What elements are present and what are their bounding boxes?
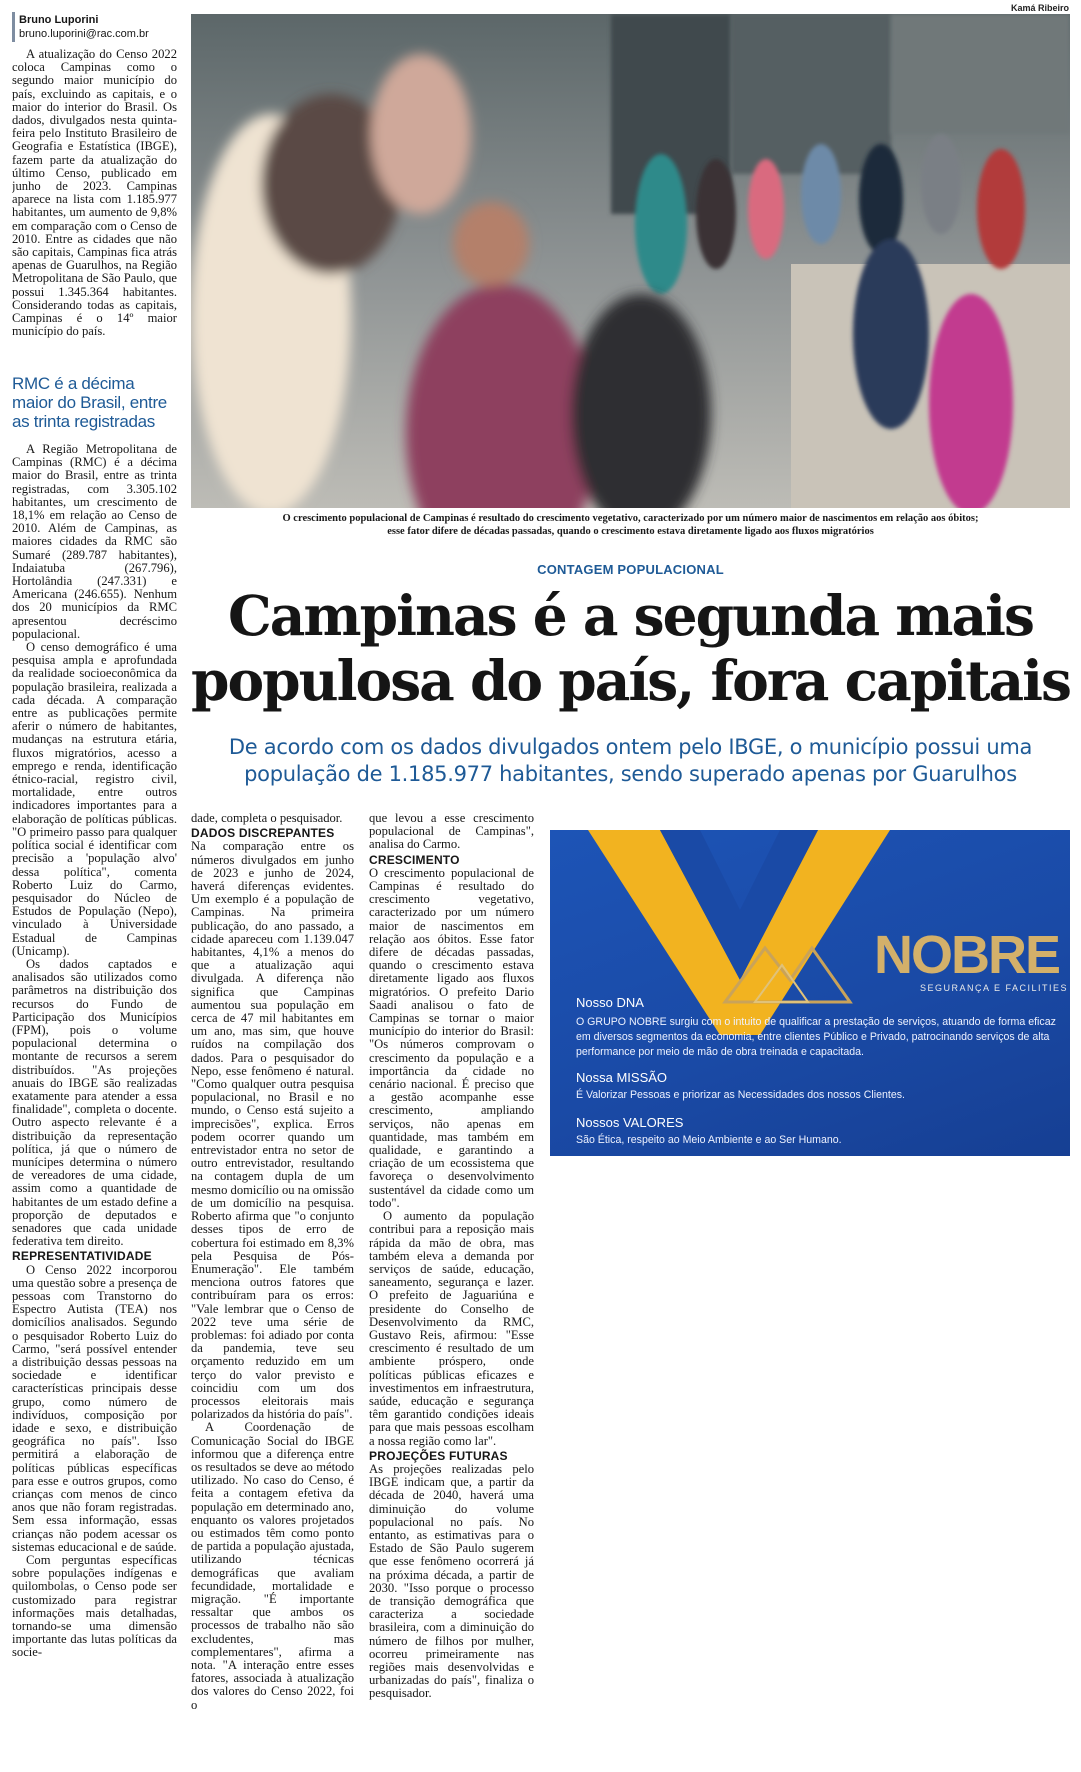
ad-dna-title: Nosso DNA bbox=[576, 995, 644, 1010]
deck-line: De acordo com os dados divulgados ontem pelo IBGE, o município possui uma bbox=[228, 735, 1033, 759]
street-scene-illustration bbox=[191, 14, 1070, 508]
column-1-intro bbox=[12, 48, 177, 366]
column-1-body bbox=[12, 443, 177, 1763]
subhead-crescimento: CRESCIMENTO bbox=[369, 852, 460, 867]
side-headline: RMC é a décima maior do Brasil, entre as trinta registradas bbox=[12, 374, 167, 431]
kicker: CONTAGEM POPULACIONAL bbox=[537, 562, 724, 577]
paragraph: que levou a esse crescimento populacional de Campinas", analisa do Carmo. bbox=[369, 812, 534, 852]
nobre-advertisement[interactable] bbox=[550, 830, 1070, 1156]
headline-line: Campinas é a segunda mais bbox=[228, 583, 1033, 648]
paragraph: A Região Metropolitana de Campinas (RMC) é a décima maior do Brasil, entre as trinta registradas, com 3.305.102 habitantes, um crescimento de 18,1% em relação ao Censo de 2010. Além de Campinas, as maiores cidades da RMC são Sumaré (289.787 habitantes), Indaiatuba (267.796), Hortolândia (247.331) e Americana (246.655). Nenhum dos 20 municípios da RMC apresentou decréscimo populacional. bbox=[12, 443, 177, 641]
ad-chevron-graphic bbox=[550, 830, 1070, 1156]
paragraph: As projeções realizadas pelo IBGE indicam que, a partir da década de 2040, haverá uma diminuição do volume populacional no país. No entanto, as estimativas para o Estado de São Paulo sugerem que esse fenômeno ocorrerá já na próxima década, a partir de 2030. "Isso porque o processo de transição demográfica que caracteriza a sociedade brasileira, com a diminuição do número de filhos por mulher, ocorreu primeiramente nas regiões mais desenvolvidas e urbanizadas do país", finaliza o pesquisador. bbox=[369, 1461, 534, 1701]
paragraph: A atualização do Censo 2022 coloca Campinas como o segundo maior município do país, excluindo as capitais, e o maior do interior do Brasil. Os dados, divulgados nesta quinta-feira pelo Instituto Brasileiro de Geografia e Estatística (IBGE), fazem parte da atualização do último Censo, publicado em junho de 2023. Campinas aparece na lista com 1.185.977 habitantes, um aumento de 9,8% em comparação com o Censo de 2010. Entre as cidades que não são capitais, Campinas fica atrás apenas de Guarulhos, na Região Metropolitana de São Paulo, que possui 1.345.364 habitantes. Considerando todas as capitais, Campinas é o 14º maior município do país. bbox=[12, 48, 177, 339]
paragraph: O crescimento populacional de Campinas é resultado do crescimento vegetativo, caracterizado por um número maior de nascimentos em relação aos óbitos. Esse fator difere de décadas passadas, quando o crescimento estava diretamente ligado aos fluxos migratórios. O prefeito Dario Saadi analisou o fato de Campinas se tornar o maior município do interior do Brasil: "Os números comprovam o crescimento da população e a importância da cidade no cenário nacional. É preciso que a gestão acompanhe esse crescimento, ampliando serviços, não apenas em quantidade, mas também em qualidade, e garantindo a criação de um ecossistema que favoreça o desenvolvimento sustentável da cidade como um todo". bbox=[369, 865, 534, 1210]
column-2 bbox=[191, 812, 354, 1767]
subhead-representatividade: REPRESENTATIVIDADE bbox=[12, 1249, 152, 1264]
paragraph: O aumento da população contribui para a reposição mais rápida da mão de obra, mas também eleva a demanda por serviços de saúde, educação, saneamento, segurança e lazer. O prefeito de Jaguariúna e presidente do Conselho de Desenvolvimento da RMC, Gustavo Reis, afirmou: "Esse crescimento é resultado de um ambiente próspero, onde políticas públicas eficazes e investimentos em infraestrutura, saúde, educação e segurança têm garantido condições ideais para que mais pessoas escolham a nossa região como lar". bbox=[369, 1209, 534, 1448]
article-photo bbox=[191, 14, 1070, 508]
ad-dna-text: O GRUPO NOBRE surgiu com o intuito de qualificar a prestação de serviços, atuando de forma eficaz em diversos segmentos da economia, entre clientes Público e Privado, patrocinando serviços de alta performance por meio de mão de obra treinada e capacitada. bbox=[576, 1016, 1056, 1058]
caption-line: O crescimento populacional de Campinas é resultado do crescimento vegetativo, caracterizado por um número maior de nascimentos em relação aos óbitos; bbox=[282, 513, 979, 524]
ad-mission-text: É Valorizar Pessoas e priorizar as Necessidades dos nossos Clientes. bbox=[576, 1089, 905, 1101]
column-3 bbox=[369, 812, 534, 1767]
photo-caption bbox=[191, 512, 1070, 538]
paragraph: Na comparação entre os números divulgados em junho de 2023 e junho de 2024, haverá diferenças evidentes. Um exemplo é a população de Campinas. Na primeira publicação, do ano passado, a cidade apareceu com 1.139.047 habitantes, 4,1% a menos do que a atualização aqui divulgada. A diferença não significa que Campinas aumentou sua população em cerca de 47 mil habitantes em um ano, mas sim, que houve ruídos na compilação dos dados. Para o pesquisador do Nepo, esse fenômeno é natural. "Como qualquer outra pesquisa populacional, no Brasil e no mundo, o Censo está sujeito a imprecisões", explica. Erros podem ocorrer quando um entrevistador entra no setor de outro entrevistador, resultando na contagem dupla de um mesmo domicílio ou na omissão de um domicílio na pesquisa. Roberto afirma que "o conjunto desses tipos de erro de cobertura foi estimado em 8,3% pela Pesquisa de Pós-Enumeração". Ele também menciona outros fatores que contribuíram para os erros: "Vale lembrar que o Censo de 2022 teve uma série de problemas: foi adiado por conta da pandemia, teve seu orçamento reduzido em um terço do valor previsto e coincidiu com um dos processos eleitorais mais polarizados da história do país". bbox=[191, 839, 354, 1422]
ad-values-text: São Ética, respeito ao Meio Ambiente e ao Ser Humano. bbox=[576, 1134, 842, 1146]
paragraph: O Censo 2022 incorporou uma questão sobre a presença de pessoas com Transtorno do Espectro Autista (TEA) nos domicílios analisados. Segundo o pesquisador Roberto Luiz do Carmo, "será possível entender a distribuição dessas pessoas na sociedade e identificar características principais desse grupo, como número de indivíduos, composição por idade e sexo, e distribuição geográfica no país". Isso permitirá a elaboração de políticas públicas específicas para esse e outros grupos, como crianças com menos de cinco anos que não foram registradas. Sem essa informação, essas crianças não podem acessar os sistemas educacional e de saúde. bbox=[12, 1262, 177, 1554]
photo-credit: Kamá Ribeiro bbox=[1010, 3, 1069, 13]
deck-line: população de 1.185.977 habitantes, sendo superado apenas por Guarulhos bbox=[244, 762, 1017, 786]
ad-tagline: SEGURANÇA E FACILITIES bbox=[920, 983, 1069, 993]
subhead-dados-discrepantes: DADOS DISCREPANTES bbox=[191, 826, 335, 841]
deck bbox=[191, 734, 1070, 788]
ad-mission-title: Nossa MISSÃO bbox=[576, 1070, 668, 1085]
byline-email[interactable]: bruno.luporini@rac.com.br bbox=[19, 28, 149, 40]
headline-line: populosa do país, fora capitais bbox=[191, 648, 1070, 713]
headline bbox=[191, 583, 1070, 713]
paragraph: A Coordenação de Comunicação Social do IBGE informou que a diferença entre os resultados se deve ao método utilizado. No caso do Censo, é feita a contagem efetiva da população em determinado ano, enquanto os valores projetados ou estimados têm como ponto de partida a população ajustada, utilizando técnicas demográficas que avaliam fecundidade, mortalidade e migração. "É importante ressaltar que ambos os processos de trabalho não são excludentes, mas complementares", afirma a nota. "A interação entre esses fatores, associada à atualização dos valores do Censo 2022, foi o bbox=[191, 1420, 354, 1712]
byline-name: Bruno Luporini bbox=[19, 14, 99, 26]
subhead-projecoes-futuras: PROJEÇÕES FUTURAS bbox=[369, 1448, 508, 1463]
paragraph: Com perguntas específicas sobre populações indígenas e quilombolas, o Censo pode ser customizado para registrar informações mais detalhadas, tornando-se uma dimensão importante das lutas políticas da socie- bbox=[12, 1553, 177, 1660]
paragraph: Os dados captados e analisados são utilizados como parâmetros na distribuição dos recursos do Fundo de Participação dos Municípios (FPM), pois o volume populacional determina o montante de recursos a serem distribuídos. "As projeções anuais do IBGE são realizadas exatamente para atender a essa finalidade", completa o docente. Outro aspecto relevante é a distribuição da representação política, já que o número de munícipes determina o número de vereadores de uma cidade, assim como a quantidade de habitantes de um estado define a proporção de deputados e senadores que cada unidade federativa tem direito. bbox=[12, 956, 177, 1249]
ad-brand-logo: NOBRE bbox=[874, 925, 1060, 985]
byline-rule bbox=[12, 12, 15, 42]
ad-values-title: Nossos VALORES bbox=[576, 1115, 684, 1130]
paragraph: O censo demográfico é uma pesquisa ampla e aprofundada da realidade socioeconômica da população brasileira, realizada a cada década. A comparação entre as publicações permite aferir o número de habitantes, mudanças na estrutura etária, fluxos migratórios, acesso a emprego e renda, identificação étnico-racial, registro civil, mortalidade, entre outros indicadores importantes para a elaboração de políticas públicas. "O primeiro passo para qualquer política social é identificar com precisão a 'população alvo' dessa política", comenta Roberto Luiz do Carmo, pesquisador do Núcleo de Estudos de População (Nepo), vinculado à Universidade Estadual de Campinas (Unicamp). bbox=[12, 640, 177, 958]
paragraph: dade, completa o pesquisador. bbox=[191, 812, 343, 825]
caption-line: esse fator difere de décadas passadas, quando o crescimento estava diretamente ligado aos fluxos migratórios bbox=[387, 526, 874, 537]
